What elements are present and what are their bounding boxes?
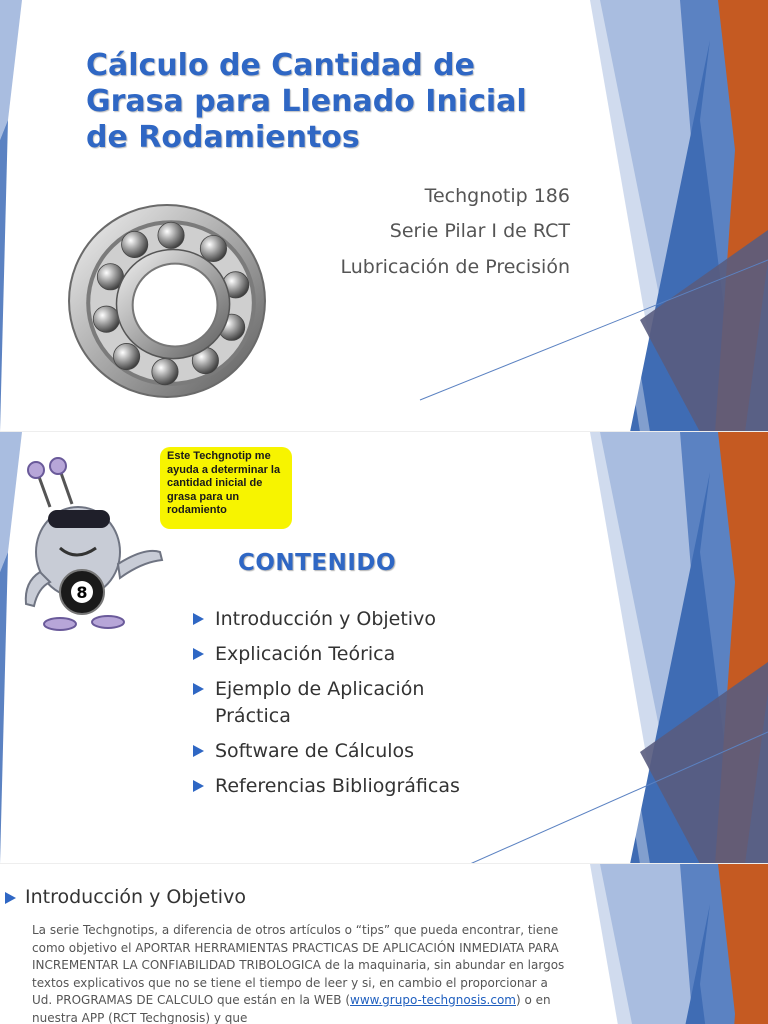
list-item: Introducción y Objetivo <box>193 606 493 633</box>
triangle-bullet-icon <box>193 745 204 757</box>
slide-contenido <box>0 432 768 864</box>
triangle-bullet-icon <box>193 648 204 660</box>
triangle-bullet-icon <box>193 683 204 695</box>
slide-introduccion <box>0 864 768 1024</box>
website-link[interactable]: www.grupo-techgnosis.com <box>350 993 516 1007</box>
intro-paragraph: La serie Techgnotips, a diferencia de otros artículos o “tips” que pueda encontrar, tiene como objetivo el APORTAR HERRAMIENTAS PRACTICAS DE APLICACIÓN INMEDIATA PARA INCREMENTAR LA CONFIABILIDAD TRIBOLOGICA de la maquinaria, sin abundar en largos textos explicativos que no se tiene el tiempo de leer y si, en cambio el proporcionar a Ud. PROGRAMAS DE CALCULO que están en la WEB (www.grupo-techgnosis.com) o en nuestra APP (RCT Techgnosis) y que <box>32 923 565 1024</box>
subtitle-lubricacion: Lubricación de Precisión <box>340 256 570 278</box>
robot-mascot-image <box>10 452 175 632</box>
list-item: Referencias Bibliográficas <box>193 773 493 800</box>
subtitle-serie: Serie Pilar I de RCT <box>389 220 570 242</box>
slide-title <box>0 0 768 432</box>
triangle-bullet-icon <box>193 613 204 625</box>
triangle-bullet-icon <box>193 780 204 792</box>
page-title: Cálculo de Cantidad de Grasa para Llenado Inicial de Rodamientos <box>86 48 527 155</box>
ball-bearing-image <box>66 200 268 402</box>
subtitle-techgnotip: Techgnotip 186 <box>424 185 570 207</box>
contenido-heading: CONTENIDO <box>238 550 397 576</box>
list-item: Explicación Teórica <box>193 641 493 668</box>
triangle-bullet-icon <box>5 892 16 904</box>
speech-callout: Este Techgnotip me ayuda a determinar la cantidad inicial de grasa para un rodamiento <box>160 447 292 529</box>
section-heading: Introducción y Objetivo <box>5 886 246 908</box>
robot-badge: 8 <box>76 583 88 602</box>
list-item: Software de Cálculos <box>193 738 493 765</box>
list-item: Ejemplo de Aplicación Práctica <box>193 676 463 730</box>
